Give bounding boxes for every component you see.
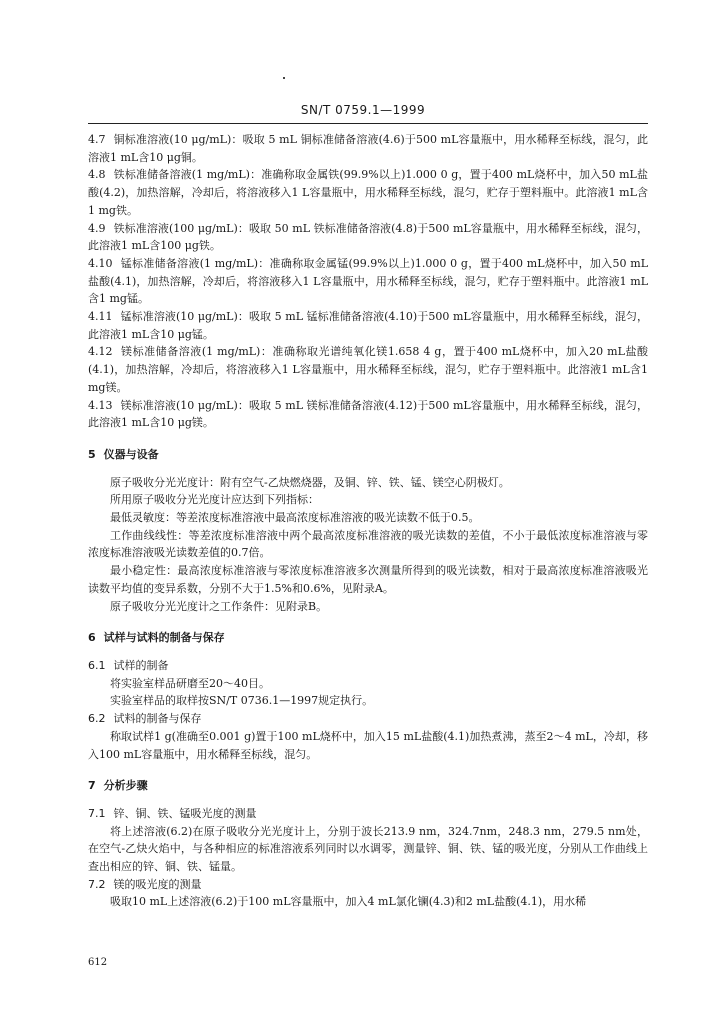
clause-text: 锌、铜、铁、锰吸光度的测量 bbox=[113, 806, 257, 820]
numbered-paragraph bbox=[88, 220, 648, 255]
clause-text: 最小稳定性：最高浓度标准溶液与零浓度标准溶液多次测量所得到的吸光读数，相对于最高浓度标准溶液吸光读数平均值的变异系数，分别不大于1.5%和0.6%，见附录A。 bbox=[88, 564, 648, 595]
body-paragraph bbox=[88, 474, 648, 492]
clause-text: 将实验室样品研磨至20～40目。 bbox=[110, 676, 270, 690]
clause-number: 4.8 bbox=[88, 168, 106, 182]
clause-text: 原子吸收分光光度计：附有空气-乙炔燃烧器，及铜、锌、铁、锰、镁空心阴极灯。 bbox=[110, 475, 510, 489]
clause-text: 铁标准溶液(100 μg/mL)：吸取 50 mL 铁标准储备溶液(4.8)于500 mL容量瓶中，用水稀释至标线，混匀，此溶液1 mL含100 μg铁。 bbox=[88, 221, 648, 253]
clause-text: 最低灵敏度：等差浓度标准溶液中最高浓度标准溶液的吸光读数不低于0.5。 bbox=[110, 511, 480, 525]
body-paragraph bbox=[88, 675, 648, 693]
clause-number: 4.7 bbox=[88, 133, 106, 146]
clause-number: 4.13 bbox=[88, 398, 113, 412]
body-paragraph bbox=[88, 562, 648, 597]
clause-number: 7.1 bbox=[88, 806, 106, 820]
clause-text: 锰标准溶液(10 μg/mL)：吸取 5 mL 锰标准储备溶液(4.10)于500 mL容量瓶中，用水稀释至标线，混匀，此溶液1 mL含10 μg锰。 bbox=[88, 310, 648, 341]
clause-number: 7 bbox=[88, 779, 96, 793]
section-heading bbox=[88, 777, 648, 795]
clause-number: 6 bbox=[88, 631, 96, 645]
page-header: SN/T 0759.1—1999 bbox=[300, 103, 426, 117]
clause-text: 实验室样品的取样按SN/T 0736.1—1997规定执行。 bbox=[110, 694, 374, 708]
body-paragraph bbox=[88, 509, 648, 527]
clause-number: 6.1 bbox=[88, 658, 106, 672]
clause-number: 5 bbox=[88, 447, 96, 461]
body-paragraph bbox=[88, 527, 648, 562]
document-body bbox=[88, 131, 648, 911]
clause-text: 分析步骤 bbox=[103, 779, 148, 793]
clause-number: 4.9 bbox=[88, 221, 106, 235]
clause-text: 试样的制备 bbox=[113, 658, 169, 672]
section-heading bbox=[88, 446, 648, 464]
clause-text: 所用原子吸收分光光度计应达到下列指标： bbox=[110, 493, 319, 507]
clause-text: 将上述溶液(6.2)在原子吸收分光光度计上，分别于波长213.9 nm，324.7nm，248.3 nm，279.5 nm处，在空气-乙炔火焰中，与各种相应的标准溶液系列同时以水调零，测量锌、铜、铁、锰的吸光度，分别从工作曲线上查出相应的锌、铜、铁、锰量。 bbox=[88, 824, 648, 874]
numbered-paragraph bbox=[88, 308, 648, 343]
numbered-paragraph bbox=[88, 166, 648, 219]
clause-text: 镁标准储备溶液(1 mg/mL)：准确称取光谱纯氧化镁1.658 4 g，置于400 mL烧杯中，加入20 mL盐酸(4.1)，加热溶解，冷却后，将溶液移入1 L容量瓶中，用水稀释至标线，混匀，贮存于塑料瓶中。此溶液1 mL含1 mg镁。 bbox=[88, 345, 648, 394]
clause-text: 仪器与设备 bbox=[103, 447, 159, 461]
body-paragraph bbox=[88, 692, 648, 710]
clause-text: 镁的吸光度的测量 bbox=[113, 877, 202, 891]
clause-text: 工作曲线线性：等差浓度标准溶液中两个最高浓度标准溶液的吸光读数的差值，不小于最低浓度标准溶液与零浓度标准溶液吸光读数差值的0.7倍。 bbox=[88, 528, 648, 560]
body-paragraph bbox=[88, 491, 648, 509]
clause-number: 4.10 bbox=[88, 256, 113, 270]
subsection-heading bbox=[88, 710, 648, 728]
subsection-heading bbox=[88, 657, 648, 675]
clause-number: 4.11 bbox=[88, 310, 113, 324]
numbered-paragraph bbox=[88, 131, 648, 166]
numbered-paragraph bbox=[88, 255, 648, 308]
clause-text: 镁标准溶液(10 μg/mL)：吸取 5 mL 镁标准储备溶液(4.12)于500 mL容量瓶中，用水稀释至标线，混匀，此溶液1 mL含10 μg镁。 bbox=[88, 398, 648, 430]
body-paragraph bbox=[88, 893, 648, 911]
clause-text: 铜标准溶液(10 μg/mL)：吸取 5 mL 铜标准储备溶液(4.6)于500 mL容量瓶中，用水稀释至标线，混匀，此溶液1 mL含10 μg铜。 bbox=[88, 133, 648, 164]
body-paragraph bbox=[88, 598, 648, 616]
clause-text: 称取试样1 g(准确至0.001 g)置于100 mL烧杯中，加入15 mL盐酸(4.1)加热煮沸，蒸至2～4 mL，冷却，移入100 mL容量瓶中，用水稀释至标线，混匀。 bbox=[88, 729, 648, 761]
clause-text: 试样与试料的制备与保存 bbox=[103, 631, 225, 645]
section-heading bbox=[88, 629, 648, 647]
clause-text: 吸取10 mL上述溶液(6.2)于100 mL容量瓶中，加入4 mL氯化镧(4.3)和2 mL盐酸(4.1)，用水稀 bbox=[110, 895, 587, 909]
scan-speck bbox=[283, 77, 285, 79]
clause-text: 锰标准储备溶液(1 mg/mL)：准确称取金属锰(99.9%以上)1.000 0 g，置于400 mL烧杯中，加入50 mL盐酸(4.1)，加热溶解，冷却后，将溶液移入1 L容量瓶中，用水稀释至标线，混匀，贮存于塑料瓶中。此溶液1 mL含1 mg锰。 bbox=[88, 256, 648, 306]
body-paragraph bbox=[88, 728, 648, 763]
numbered-paragraph bbox=[88, 343, 648, 396]
subsection-heading bbox=[88, 805, 648, 823]
page-number: 612 bbox=[88, 957, 108, 968]
clause-text: 铁标准储备溶液(1 mg/mL)：准确称取金属铁(99.9%以上)1.000 0 g，置于400 mL烧杯中，加入50 mL盐酸(4.2)，加热溶解，冷却后，将溶液移入1 L容量瓶中，用水稀释至标线，混匀，贮存于塑料瓶中。此溶液1 mL含1 mg铁。 bbox=[88, 168, 648, 217]
numbered-paragraph bbox=[88, 397, 648, 432]
clause-text: 试料的制备与保存 bbox=[113, 712, 202, 726]
clause-number: 7.2 bbox=[88, 877, 106, 891]
clause-number: 4.12 bbox=[88, 345, 113, 359]
subsection-heading bbox=[88, 876, 648, 894]
body-paragraph bbox=[88, 823, 648, 876]
header-rule bbox=[88, 123, 648, 124]
clause-text: 原子吸收分光光度计之工作条件：见附录B。 bbox=[110, 599, 328, 613]
clause-number: 6.2 bbox=[88, 712, 106, 726]
